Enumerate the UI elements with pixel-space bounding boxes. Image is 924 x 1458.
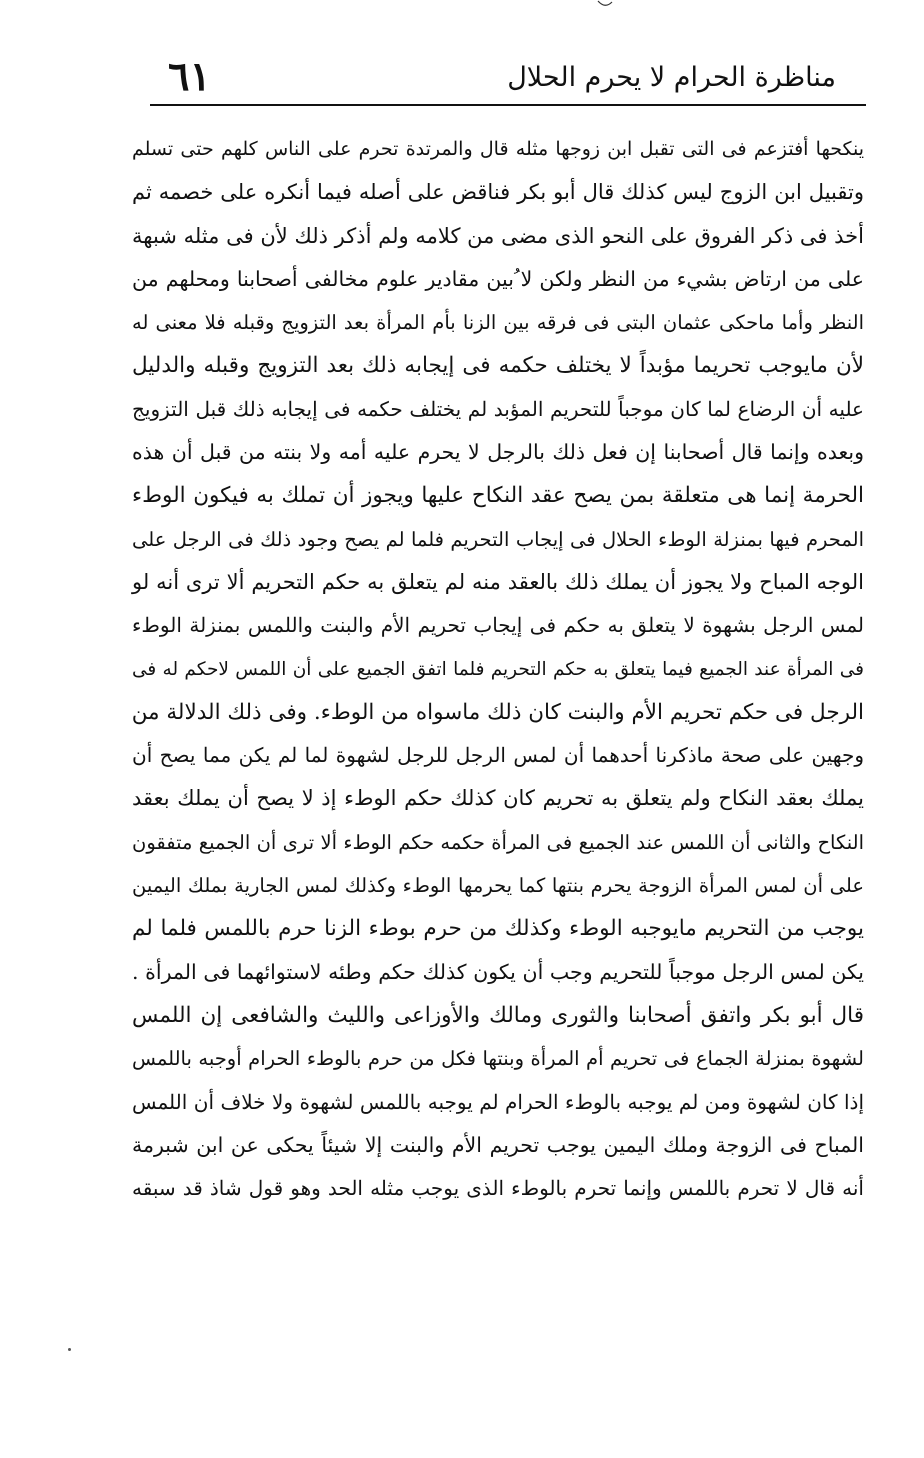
text-line: عليه أن الرضاع لما كان موجباً للتحريم المؤبد لم يختلف حكمه فى إيجابه ذلك قبل التزويج — [132, 396, 864, 421]
text-line: أخذ فى ذكر الفروق على النحو الذى مضى من كلامه ولم أذكر ذلك لأن فى مثله شبهة — [132, 223, 864, 248]
text-line: قال أبو بكر واتفق أصحابنا والثورى ومالك والأوزاعى والليث والشافعى إن اللمس — [132, 1002, 864, 1028]
text-line: الرجل فى حكم تحريم الأم والبنت كان ذلك ماسواه من الوطء. وفى ذلك الدلالة من — [131, 699, 864, 725]
top-edge-mark — [596, 0, 614, 8]
text-line: يملك بعقد النكاح ولم يتعلق به تحريم كان كذلك حكم الوطء إذ لا يصح أن يملك بعقد — [132, 786, 864, 811]
text-line: إذا كان لشهوة ومن لم يوجبه بالوطء الحرام لم يوجبه باللمس لشهوة ولا خلاف أن اللمس — [132, 1089, 864, 1114]
scan-speck — [68, 1348, 71, 1351]
text-line: وجهين على صحة ماذكرنا أحدهما أن لمس الرجل للرجل لشهوة لما لم يكن مما يصح أن — [132, 743, 864, 768]
text-line: يكن لمس الرجل موجباً للتحريم وجب أن يكون كذلك حكم وطئه لاستوائهما فى المرأة . — [132, 959, 864, 984]
text-line: لمس الرجل بشهوة لا يتعلق به حكم فى إيجاب تحريم الأم والبنت واللمس بمنزلة الوطء — [132, 613, 864, 638]
text-line: ينكحها أفتزعم فى التى تقبل ابن زوجها مثله قال والمرتدة تحرم على الناس كلهم حتى تسلم — [132, 138, 864, 160]
text-line: الحرمة إنما هى متعلقة بمن يصح عقد النكاح عليها ويجوز أن تملك به فيكون الوطء — [132, 483, 864, 509]
text-line: يوجب من التحريم مايوجبه الوطء وكذلك من حرم بوطء الزنا حرم باللمس فلما لم — [132, 916, 864, 942]
text-line: وبعده وإنما قال أصحابنا إن فعل ذلك بالرجل لا يحرم عليه أمه ولا بنته من قبل أن هذه — [132, 440, 864, 465]
text-line: على أن لمس المرأة الزوجة يحرم بنتها كما يحرمها الوطء وكذلك لمس الجارية بملك اليمين — [132, 874, 864, 898]
text-line: لشهوة بمنزلة الجماع فى تحريم أم المرأة وبنتها فكل من حرم بالوطء الحرام أوجبه باللمس — [132, 1047, 864, 1071]
text-line: النكاح والثانى أن اللمس عند الجميع فى المرأة حكمه حكم الوطء ألا ترى أن الجميع متفقون — [132, 830, 864, 854]
text-line: النظر وأما ماحكى عثمان البتى فى فرقه بين الزنا بأم المرأة بعد التزويج وقبله فلا معنى له — [132, 311, 864, 335]
running-header — [150, 52, 858, 112]
text-line: المحرم فيها بمنزلة الوطء الحلال فى إيجاب التحريم فلما لم يصح وجود ذلك فى الرجل على — [132, 527, 864, 551]
text-line: لأن مايوجب تحريما مؤبداً لا يختلف حكمه فى إيجابه ذلك بعد التزويج وقبله والدليل — [132, 353, 864, 379]
running-header-title: مناظرة الحرام لا يحرم الحلال — [507, 62, 836, 93]
text-line: على من ارتاض بشيء من النظر ولكن لا ُبين مقادير علوم مخالفى أصحابنا ومحلهم من — [132, 266, 864, 291]
text-line: فى المرأة عند الجميع فيما يتعلق به حكم التحريم فلما اتفق الجميع على أن اللمس لاحكم له فى — [132, 658, 864, 680]
text-line: الوجه المباح ولا يجوز أن يملك ذلك بالعقد منه لم يتعلق به حكم التحريم ألا ترى أنه لو — [132, 569, 864, 594]
text-line: أنه قال لا تحرم باللمس وإنما تحرم بالوطء الذى يوجب مثله الحد وهو قول شاذ قد سبقه — [132, 1176, 864, 1201]
body-text — [132, 128, 864, 1210]
page-number: ٦١ — [168, 53, 211, 100]
text-line: وتقبيل ابن الزوج ليس كذلك قال أبو بكر فناقض على أصله فيما أنكره على خصمه ثم — [132, 180, 864, 205]
text-line: المباح فى الزوجة وملك اليمين يوجب تحريم الأم والبنت إلا شيئاً يحكى عن ابن شبرمة — [132, 1132, 864, 1157]
header-divider — [150, 104, 866, 106]
